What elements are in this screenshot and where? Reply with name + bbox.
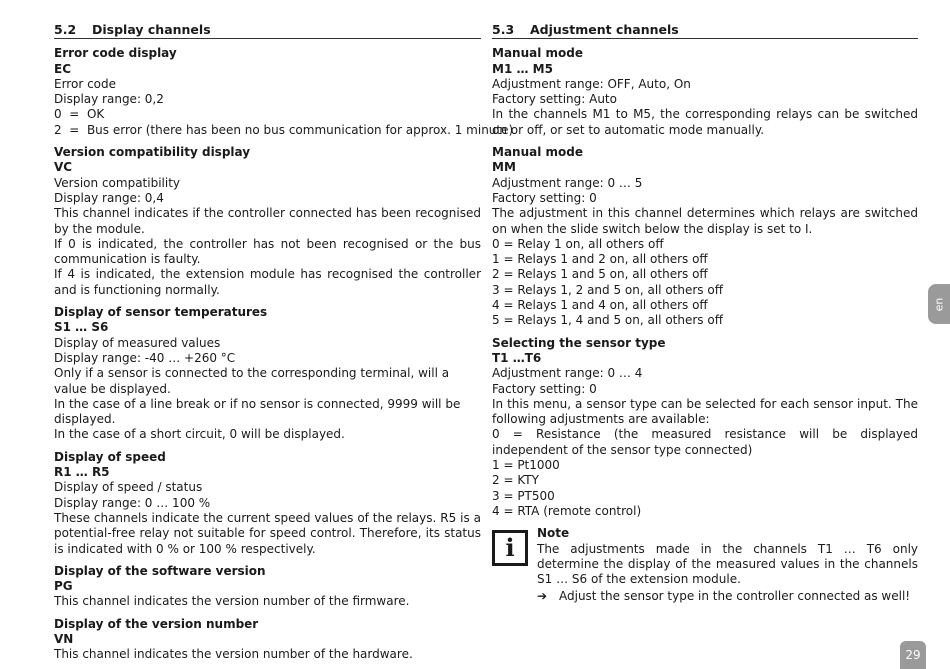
language-tab: en: [928, 284, 950, 324]
block-version-number: Display of the version number VN This channel indicates the version number of the hardware.: [54, 616, 413, 662]
note-title: Note: [537, 526, 570, 541]
block-manual-mode-mm: Manual mode MM Adjustment range: 0 … 5 Factory setting: 0 The adjustment in this channel determines which relays are switched on when the slide switch below the display is set to I. 0 = Relay 1 on, all others off 1 = Relays 1 and 2 on, all others off 2 = Relays 1 and 5 on, all others off 3 = Relays 1, 2 and 5 on, all others off 4 = Relays 1 and 4 on, all others off 5 = Relays 1, 4 and 5 on, all others off: [492, 145, 918, 328]
block-error-code: Error code display EC Error code Display range: 0,2 0 = OK 2 = Bus error (there has been no bus communication for approx. 1 minute): [54, 46, 514, 137]
note-action: ➔ Adjust the sensor type in the controller connected as well!: [537, 589, 911, 604]
note-box: [492, 526, 918, 604]
section-heading-display-channels: 5.2 Display channels: [54, 22, 481, 39]
section-heading-adjustment-channels: 5.3 Adjustment channels: [492, 22, 918, 39]
block-version-compatibility: Version compatibility display VC Version compatibility Display range: 0,4 This channel indicates if the controller connected has been recognised by the module. If 0 is indicated, the controller has not been recognised or the bus communication is faulty. If 4 is indicated, the extension module has recognised the controller and is functioning normally.: [54, 145, 481, 297]
block-sensor-temperatures: Display of sensor temperatures S1 … S6 Display of measured values Display range: -40 … +260 °C Only if a sensor is connected to the corresponding terminal, will a value be displayed. In the case of a line break or if no sensor is connected, 9999 will be displayed. In the case of a short circuit, 0 will be displayed.: [54, 305, 461, 442]
block-manual-mode-m1-m5: Manual mode M1 … M5 Adjustment range: OFF, Auto, On Factory setting: Auto In the channels M1 to M5, the corresponding relays can be switched on or off, or set to automatic mode manually.: [492, 46, 918, 137]
right-column: [492, 22, 918, 605]
block-software-version: Display of the software version PG This channel indicates the version number of the firmware.: [54, 563, 410, 609]
left-column: [54, 22, 514, 669]
page-number: 29: [900, 641, 926, 669]
block-speed: Display of speed R1 … R5 Display of speed / status Display range: 0 … 100 % These channels indicate the current speed values of the relays. R5 is a potential-free relay not suitable for speed control. Therefore, its status is indicated with 0 % or 100 % respectively.: [54, 449, 481, 556]
info-icon: i: [492, 530, 528, 566]
note-text: The adjustments made in the channels T1 … T6 only determine the display of the measured values in the channels S1 … S6 of the extension module.: [537, 541, 918, 587]
arrow-right-icon: ➔: [537, 589, 548, 604]
block-sensor-type: Selecting the sensor type T1 …T6 Adjustment range: 0 … 4 Factory setting: 0 In this menu, a sensor type can be selected for each sensor input. The following adjustments are available: 0 = Resistance (the measured resistance will be displayed independent of the sensor type connected) 1 = Pt1000 2 = KTY 3 = PT500 4 = RTA (remote control): [492, 335, 918, 518]
